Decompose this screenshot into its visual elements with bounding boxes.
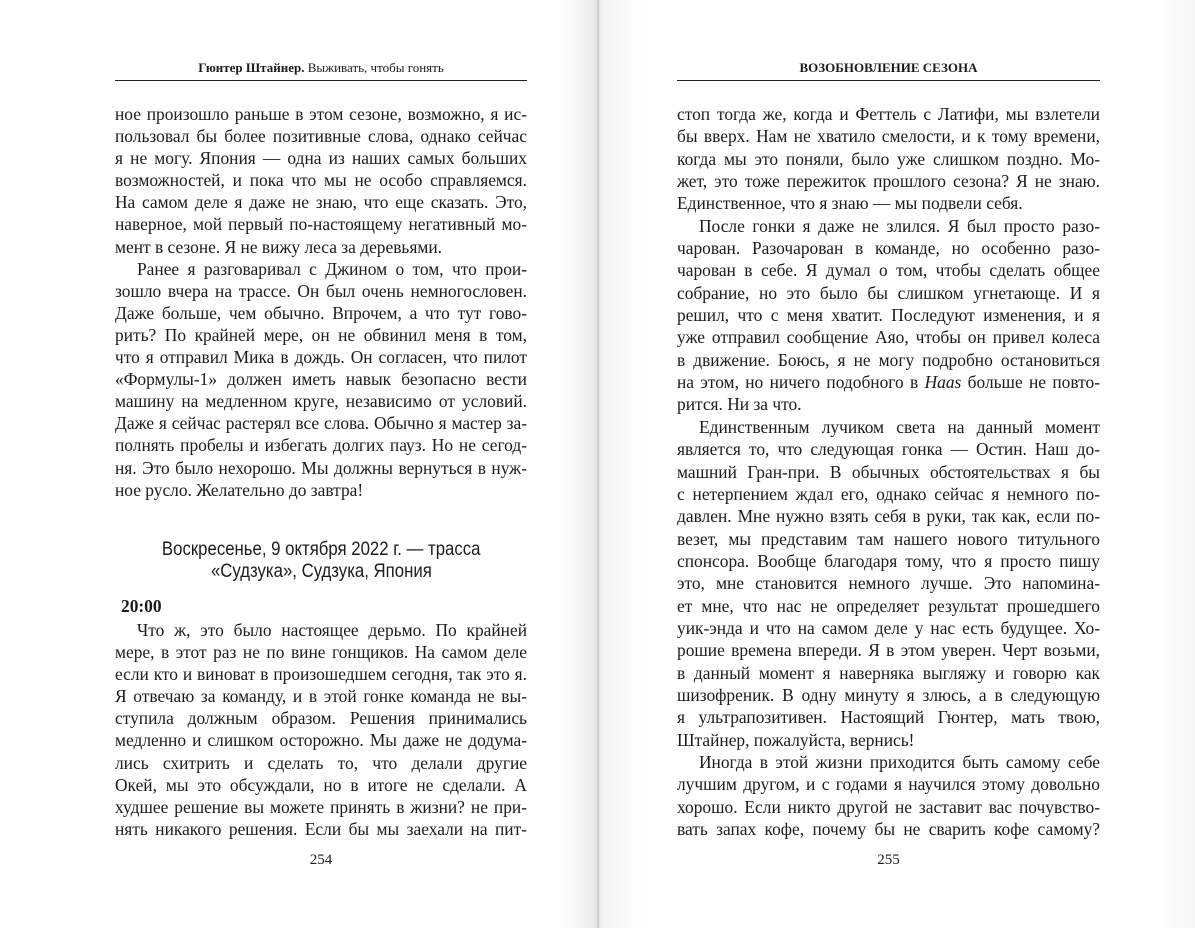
text-line: что я отправил Мика в дождь. Он согласен, что пилот xyxy=(115,347,527,368)
running-head-left xyxy=(115,60,527,76)
text-line: хорошо. Если никто другой не заставит вас почувство- xyxy=(677,796,1100,817)
text-line: Даже я сейчас растерял все слова. Обычно я мастер за- xyxy=(115,413,527,434)
header-rule xyxy=(677,80,1100,81)
text-line: жет, это тоже пережиток прошлого сезона? Я не знаю. xyxy=(677,171,1100,192)
text-line: Я отвечаю за команду, и в этой гонке команда не вы- xyxy=(115,686,527,707)
text-line: чарован. Разочарован в команде, но особенно разо- xyxy=(677,238,1100,259)
text-line: если кто и виноват в произошедшем сегодня, так это я. xyxy=(115,664,527,685)
text-line: После гонки я даже не злился. Я был просто разо- xyxy=(699,215,1100,236)
text-line: мере, в этот раз не по вине гонщиков. На самом деле xyxy=(115,642,527,663)
book-spine xyxy=(597,0,599,928)
text-line: лись схитрить и сделать то, что делали другие xyxy=(115,752,527,773)
text-line: Единственным лучиком света на данный момент xyxy=(699,416,1100,437)
text-span: больше не повто- xyxy=(961,372,1100,393)
text-line: нять никакого решения. Если бы мы заехали на пит- xyxy=(115,818,527,839)
text-line: Окей, мы это обсуждали, но в итоге не сделали. А xyxy=(115,774,527,795)
section-heading-line: «Судзука», Судзука, Япония xyxy=(210,560,432,582)
text-line: возможностей, и пока что мы не особо справляемся. xyxy=(115,170,527,191)
text-line: это, мне становится немного лучше. Это напомина- xyxy=(677,573,1100,594)
text-line: зошло вчера на трассе. Он был очень немногословен. xyxy=(115,280,527,301)
text-line: На самом деле я даже не знаю, что еще сказать. Это, xyxy=(115,192,527,213)
time-label: 20:00 xyxy=(121,596,162,616)
page-number: 255 xyxy=(877,852,900,868)
text-line: решил, что с меня хватит. Последуют изменения, и я xyxy=(677,305,1100,326)
text-line: я ультрапозитивен. Настоящий Гюнтер, мать твою, xyxy=(677,707,1100,728)
section-heading-line: Воскресенье, 9 октября 2022 г. — трасса xyxy=(161,538,481,560)
text-line: собрание, но это было бы слишком угнетающе. И я xyxy=(677,282,1100,303)
paragraph xyxy=(115,103,527,258)
paragraph xyxy=(115,258,527,501)
text-line: ступила должным образом. Решения принимались xyxy=(115,708,527,729)
text-line: везет, мы представим там нашего нового титульного xyxy=(677,528,1100,549)
text-line: наверное, мой первый по-настоящему негативный мо- xyxy=(115,214,527,235)
text-line: спонсора. Вообще благодаря тому, что я просто пишу xyxy=(677,550,1100,571)
paragraph xyxy=(677,751,1100,840)
text-line: бы вверх. Нам не хватило смелости, и к тому времени, xyxy=(677,126,1100,147)
text-line: полнять пробелы и избегать долгих пауз. Но не сегод- xyxy=(115,435,527,456)
body-text-bottom xyxy=(115,619,527,840)
running-head-author: Гюнтер Штайнер. xyxy=(198,60,305,75)
text-line: машину на медленном круге, независимо от условий. xyxy=(115,391,527,412)
text-line: рошие времена впереди. Я в этом уверен. Черт возьми, xyxy=(677,640,1100,661)
text-line: ное русло. Желательно до завтра! xyxy=(115,479,364,500)
page-number: 254 xyxy=(309,852,333,868)
paragraph xyxy=(677,215,1100,416)
text-line xyxy=(677,371,1100,393)
text-line: в данный момент я наверняка выгляжу и говорю как xyxy=(677,662,1100,683)
text-line: Даже больше, чем обычно. Впрочем, а что тут гово- xyxy=(115,302,527,323)
text-line: шизофреник. В одну минуту я злюсь, а в следующую xyxy=(677,684,1100,705)
paragraph xyxy=(677,416,1100,751)
text-line: Единственное, что я знаю — мы подвели себя. xyxy=(677,193,1023,214)
text-line: Ранее я разговаривал с Джином о том, что прои- xyxy=(137,258,527,279)
text-line: уик-энда и что на самом деле у нас есть будущее. Хо- xyxy=(677,617,1100,638)
text-line: ет мне, что нас не определяет результат прошедшего xyxy=(677,595,1100,616)
paragraph xyxy=(115,619,527,840)
text-line: с нетерпением ждал его, однако сейчас я немного по- xyxy=(677,483,1100,504)
right-page xyxy=(598,0,1195,928)
text-line: уже отправил сообщение Аяо, чтобы он привел колеса xyxy=(677,327,1100,348)
text-line: пользовал бы более позитивные слова, однако сейчас xyxy=(115,126,527,147)
section-heading xyxy=(115,538,527,582)
text-line: чарован в себе. Я думал о том, чтобы сделать общее xyxy=(677,260,1100,281)
text-line: машний Гран-при. В обычных обстоятельствах я бы xyxy=(677,461,1100,482)
text-line: давлен. Мне нужно взять себя в руки, так как, если по- xyxy=(677,506,1100,527)
text-line: стоп тогда же, когда и Феттель с Латифи, мы взлетели xyxy=(677,104,1100,124)
body-text-top xyxy=(115,103,527,501)
text-span: на этом, но ничего подобного в xyxy=(677,372,925,393)
text-line: лучшим другом, и с годами я научился этому довольно xyxy=(677,774,1100,795)
text-line: я не могу. Япония — одна из наших самых больших xyxy=(115,148,527,169)
text-line: ня. Это было нехорошо. Мы должны вернуться в нуж- xyxy=(115,457,527,478)
text-line: худшее решение вы можете принять в жизни? не при- xyxy=(115,796,527,817)
text-line: Штайнер, пожалуйста, вернись! xyxy=(677,729,915,750)
text-line: вать запах кофе, почему бы не сварить кофе самому? xyxy=(677,819,1100,839)
text-line: мент в сезоне. Я не вижу леса за деревьями. xyxy=(115,236,443,257)
text-line: в движение. Боюсь, я не могу подробно остановиться xyxy=(677,349,1100,370)
text-line: медленно и слишком осторожно. Мы даже не додума- xyxy=(115,730,527,751)
text-line: «Формулы-1» должен иметь навык безопасно вести xyxy=(115,369,527,390)
text-line: рится. Ни за что. xyxy=(677,394,802,415)
italic-text: Haas xyxy=(924,372,962,393)
text-line: рить? По крайней мере, он не обвинил меня в том, xyxy=(115,324,527,345)
text-line: Иногда в этой жизни приходится быть самому себе xyxy=(699,751,1100,772)
text-line: Что ж, это было настоящее дерьмо. По крайней xyxy=(137,620,527,640)
text-line: является то, что следующая гонка — Остин. Наш до- xyxy=(677,439,1100,460)
running-head-book-title: Выживать, чтобы гонять xyxy=(307,60,444,75)
running-head-right: ВОЗОБНОВЛЕНИЕ СЕЗОНА xyxy=(799,60,978,75)
paragraph xyxy=(677,103,1100,215)
header-rule xyxy=(115,80,527,81)
text-line: ное произошло раньше в этом сезоне, возможно, я ис- xyxy=(115,104,527,124)
body-text xyxy=(677,103,1100,840)
text-line: когда мы это поняли, было уже слишком поздно. Мо- xyxy=(677,148,1100,169)
